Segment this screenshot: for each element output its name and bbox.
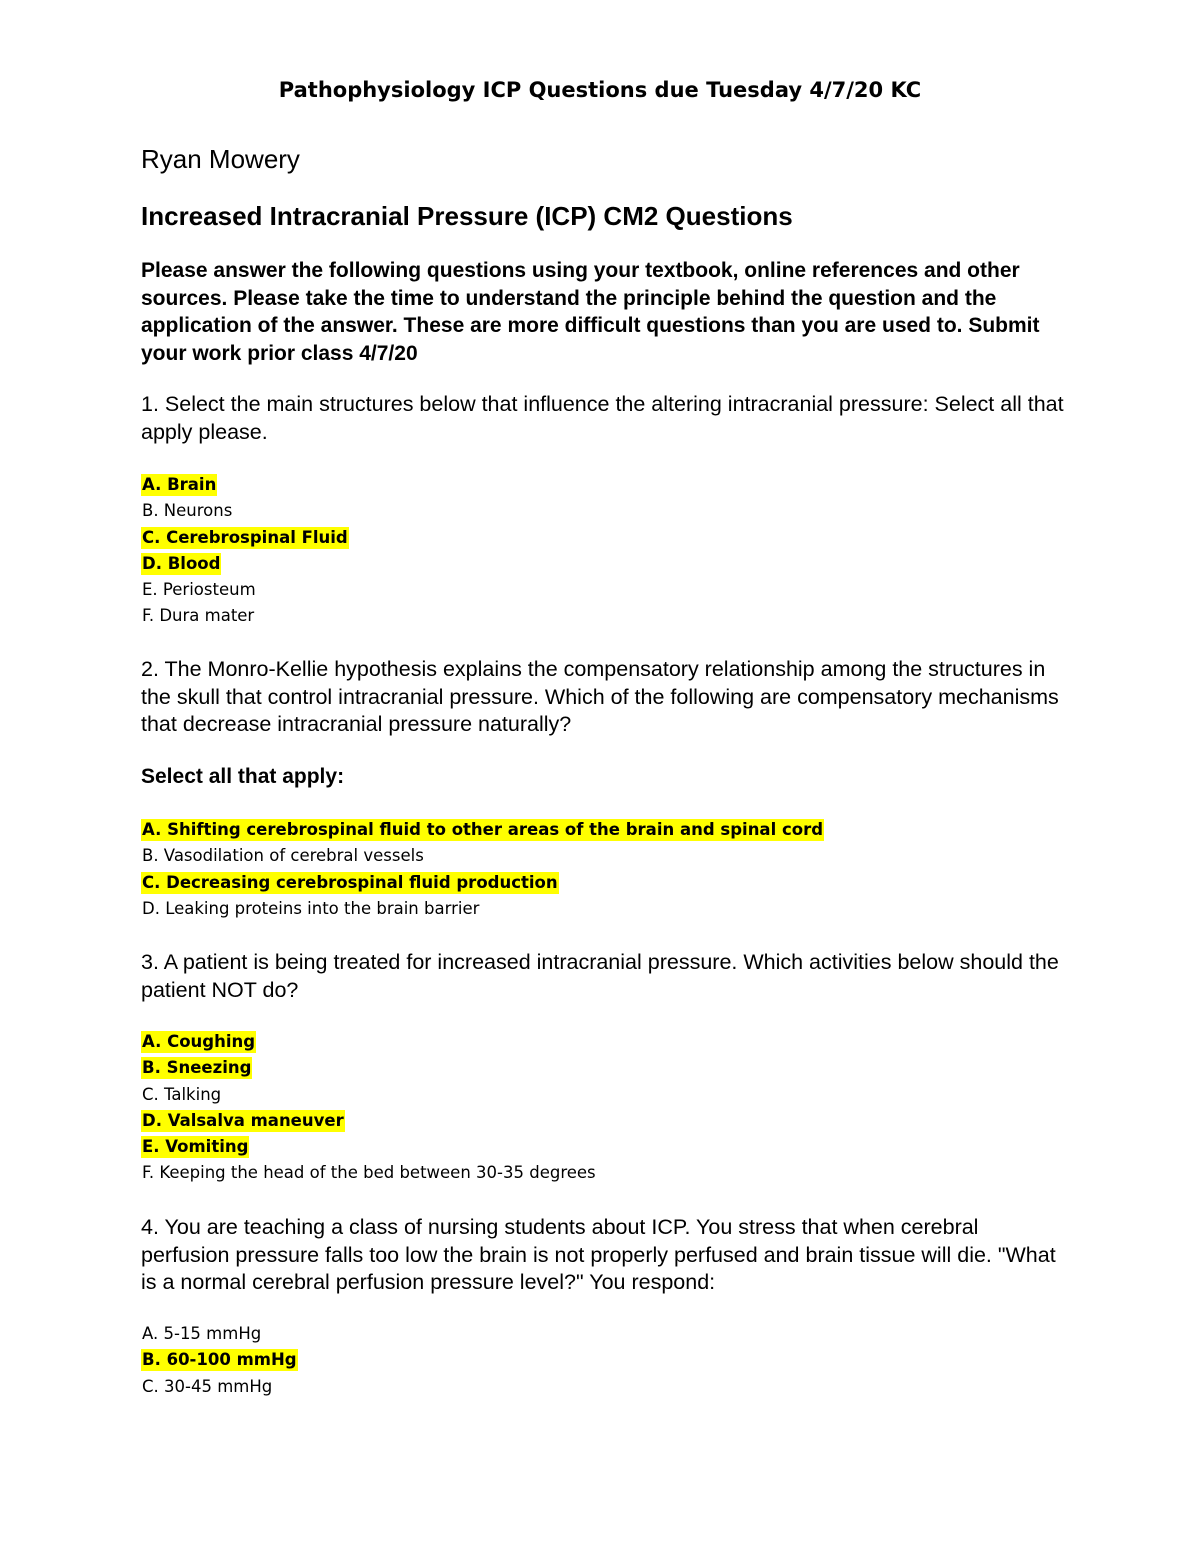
option-label: E. Periosteum	[142, 580, 256, 600]
option-item	[141, 1082, 597, 1108]
option-item	[141, 498, 349, 524]
option-item	[141, 472, 349, 498]
instructions-paragraph: Please answer the following questions using your textbook, online references and other sources. Please take the time to understand the principle behind the question and the application of the answer. These are more difficult questions than you are used to. Submit your work prior class 4/7/20	[141, 259, 1040, 365]
question-2-subprompt: Select all that apply:	[141, 765, 345, 788]
option-item	[141, 1029, 597, 1055]
option-label: C. 30-45 mmHg	[142, 1376, 273, 1396]
option-item	[141, 1055, 597, 1081]
option-label: C. Cerebrospinal Fluid	[142, 527, 348, 547]
option-label: C. Talking	[142, 1084, 222, 1104]
document-header-title: Pathophysiology ICP Questions due Tuesday 4/7/20 KC	[278, 78, 922, 102]
option-label: A. Coughing	[142, 1032, 256, 1051]
option-item	[141, 817, 824, 843]
option-label: F. Dura mater	[142, 606, 255, 626]
option-item	[141, 1134, 597, 1160]
option-label: B. Neurons	[142, 501, 233, 521]
option-label: A. Brain	[142, 475, 217, 494]
question-3-options	[141, 1029, 597, 1187]
question-1-text: 1. Select the main structures below that influence the altering intracranial pressure: Select all that apply please.	[141, 392, 1064, 444]
option-item	[141, 843, 824, 869]
option-item	[141, 1321, 298, 1347]
option-label: B. Sneezing	[142, 1058, 252, 1078]
option-label: B. 60-100 mmHg	[142, 1350, 297, 1370]
option-item	[141, 896, 824, 922]
student-name: Ryan Mowery	[141, 144, 300, 174]
option-item	[141, 577, 349, 603]
question-4-text: 4. You are teaching a class of nursing students about ICP. You stress that when cerebral perfusion pressure falls too low the brain is not properly perfused and brain tissue will die. "What is a normal cerebral perfusion pressure level?" You respond:	[141, 1215, 1056, 1294]
option-label: E. Vomiting	[142, 1137, 249, 1157]
option-item	[141, 870, 824, 896]
option-label: D. Valsalva maneuver	[142, 1110, 344, 1130]
option-item	[141, 525, 349, 551]
option-item	[141, 1160, 597, 1186]
question-2-text: 2. The Monro-Kellie hypothesis explains the compensatory relationship among the structures in the skull that control intracranial pressure. Which of the following are compensatory mechanisms that decrease intracranial pressure naturally?	[141, 657, 1059, 736]
question-3-text: 3. A patient is being treated for increased intracranial pressure. Which activities below should the patient NOT do?	[141, 950, 1059, 1002]
question-2-options	[141, 817, 824, 922]
question-1-options	[141, 472, 349, 630]
question-4-options	[141, 1321, 298, 1400]
document-heading: Increased Intracranial Pressure (ICP) CM2 Questions	[141, 201, 793, 231]
option-label: A. 5-15 mmHg	[142, 1324, 262, 1343]
option-item	[141, 1108, 597, 1134]
option-label: B. Vasodilation of cerebral vessels	[142, 846, 424, 866]
option-item	[141, 603, 349, 629]
option-item	[141, 551, 349, 577]
option-label: C. Decreasing cerebrospinal fluid production	[142, 872, 558, 892]
option-label: A. Shifting cerebrospinal fluid to other areas of the brain and spinal cord	[142, 820, 824, 839]
option-item	[141, 1374, 298, 1400]
option-label: D. Leaking proteins into the brain barrier	[142, 898, 480, 918]
option-label: D. Blood	[142, 553, 221, 573]
option-item	[141, 1347, 298, 1373]
option-label: F. Keeping the head of the bed between 30-35 degrees	[142, 1163, 596, 1183]
